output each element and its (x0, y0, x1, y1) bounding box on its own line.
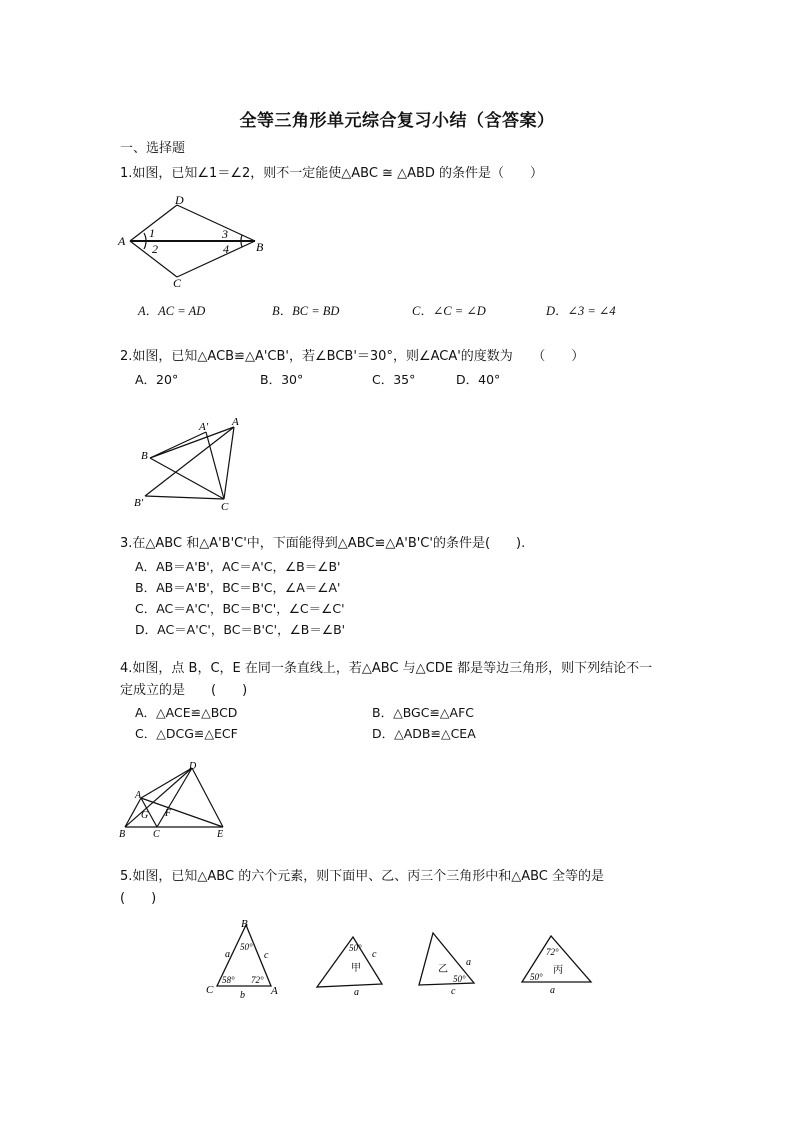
q4-label-g: G (141, 810, 149, 821)
q2-option-c[interactable]: C．35° (372, 372, 416, 387)
q5-jia-side-c: c (372, 949, 377, 960)
q3-option-d[interactable]: D．AC＝A'C'，BC＝B'C'，∠B＝∠B' (135, 622, 346, 637)
q1-figure (115, 190, 275, 290)
q1-angle-2: 2 (152, 242, 158, 256)
q5-angle-72: 72° (251, 975, 264, 985)
q4-label-d: D (189, 761, 197, 772)
q2-label-a-prime: A' (199, 421, 209, 433)
q1-angle-1: 1 (149, 226, 155, 240)
page-title: 全等三角形单元综合复习小结（含答案） (239, 111, 555, 131)
q4-figure (115, 760, 240, 840)
q5-angle-58: 58° (222, 975, 235, 985)
q4-label-f: F (165, 808, 172, 819)
q2-option-b[interactable]: B．30° (260, 372, 304, 387)
q1-option-a[interactable]: A．AC = AD (138, 304, 206, 318)
q1-label-D: D (175, 193, 184, 207)
q5-stem-line2: ( ) (120, 891, 157, 906)
q5-label-b: B (241, 918, 248, 930)
q2-stem: 2.如图，已知△ACB≌△A'CB'，若∠BCB'＝30°，则∠ACA'的度数为 （ ） (120, 349, 585, 364)
q4-stem-line1: 4.如图，点 B，C，E 在同一条直线上，若△ABC 与△CDE 都是等边三角形，则下列结论不一 (120, 661, 653, 676)
q4-option-b[interactable]: B．△BGC≌△AFC (372, 705, 475, 720)
q2-label-c: C (221, 501, 229, 513)
q5-jia-label: 甲 (351, 963, 361, 974)
q5-yi-side-c: c (451, 986, 456, 997)
q2-label-b-prime: B' (134, 497, 144, 509)
q3-option-a[interactable]: A．AB＝A'B'，AC＝A'C，∠B＝∠B' (135, 559, 341, 574)
q4-label-c: C (153, 829, 160, 840)
q5-yi-angle: 50° (453, 974, 466, 984)
q5-bing-angle-50: 50° (530, 972, 543, 982)
q5-jia-side-a: a (354, 987, 359, 998)
q5-side-a: a (225, 949, 230, 960)
q1-label-C: C (173, 276, 182, 290)
q2-option-a[interactable]: A．20° (135, 372, 179, 387)
q1-option-d[interactable]: D．∠3 = ∠4 (546, 304, 616, 318)
q2-option-d[interactable]: D．40° (456, 372, 501, 387)
q5-bing-side-a: a (550, 985, 555, 996)
q5-yi-side-a: a (466, 957, 471, 968)
q4-option-c[interactable]: C．△DCG≌△ECF (135, 726, 238, 741)
q1-option-c[interactable]: C．∠C = ∠D (412, 304, 486, 318)
q4-option-d[interactable]: D．△ADB≌△CEA (372, 726, 476, 741)
q5-stem-line1: 5.如图，已知△ABC 的六个元素，则下面甲、乙、丙三个三角形中和△ABC 全等的是 (120, 869, 604, 884)
q3-option-c[interactable]: C．AC＝A'C'，BC＝B'C'，∠C＝∠C' (135, 601, 345, 616)
q3-stem: 3.在△ABC 和△A'B'C'中，下面能得到△ABC≌△A'B'C'的条件是( ). (120, 536, 526, 551)
q5-jia-angle: 50° (349, 943, 362, 953)
q1-label-A: A (118, 234, 126, 248)
q5-angle-50: 50° (240, 942, 253, 952)
q1-stem: 1.如图，已知∠1＝∠2，则不一定能使△ABC ≅ △ABD 的条件是（ ） (120, 166, 544, 181)
q5-bing-label: 丙 (553, 965, 563, 976)
q1-angle-3: 3 (222, 227, 228, 241)
q1-label-B: B (256, 240, 264, 254)
q2-label-a: A (232, 416, 239, 428)
q5-side-b: b (240, 990, 245, 1001)
q4-label-a: A (135, 790, 142, 801)
q4-label-e: E (217, 829, 224, 840)
q4-option-a[interactable]: A．△ACE≌△BCD (135, 705, 238, 720)
q2-figure (128, 414, 258, 514)
q1-angle-4: 4 (223, 242, 229, 256)
section-heading: 一、选择题 (120, 141, 186, 156)
q5-figures (200, 915, 600, 1005)
q1-option-b[interactable]: B．BC = BD (272, 304, 340, 318)
q4-stem-line2: 定成立的是 ( ) (120, 683, 248, 698)
q2-label-b: B (141, 450, 148, 462)
q3-option-b[interactable]: B．AB＝A'B'，BC＝B'C，∠A＝∠A' (135, 580, 341, 595)
q5-yi-label: 乙 (438, 964, 448, 975)
q5-side-c: c (264, 950, 269, 961)
q4-label-b: B (119, 829, 126, 840)
q5-label-c: C (206, 984, 214, 996)
q5-label-a: A (271, 985, 278, 997)
q5-bing-angle-72: 72° (546, 947, 559, 957)
